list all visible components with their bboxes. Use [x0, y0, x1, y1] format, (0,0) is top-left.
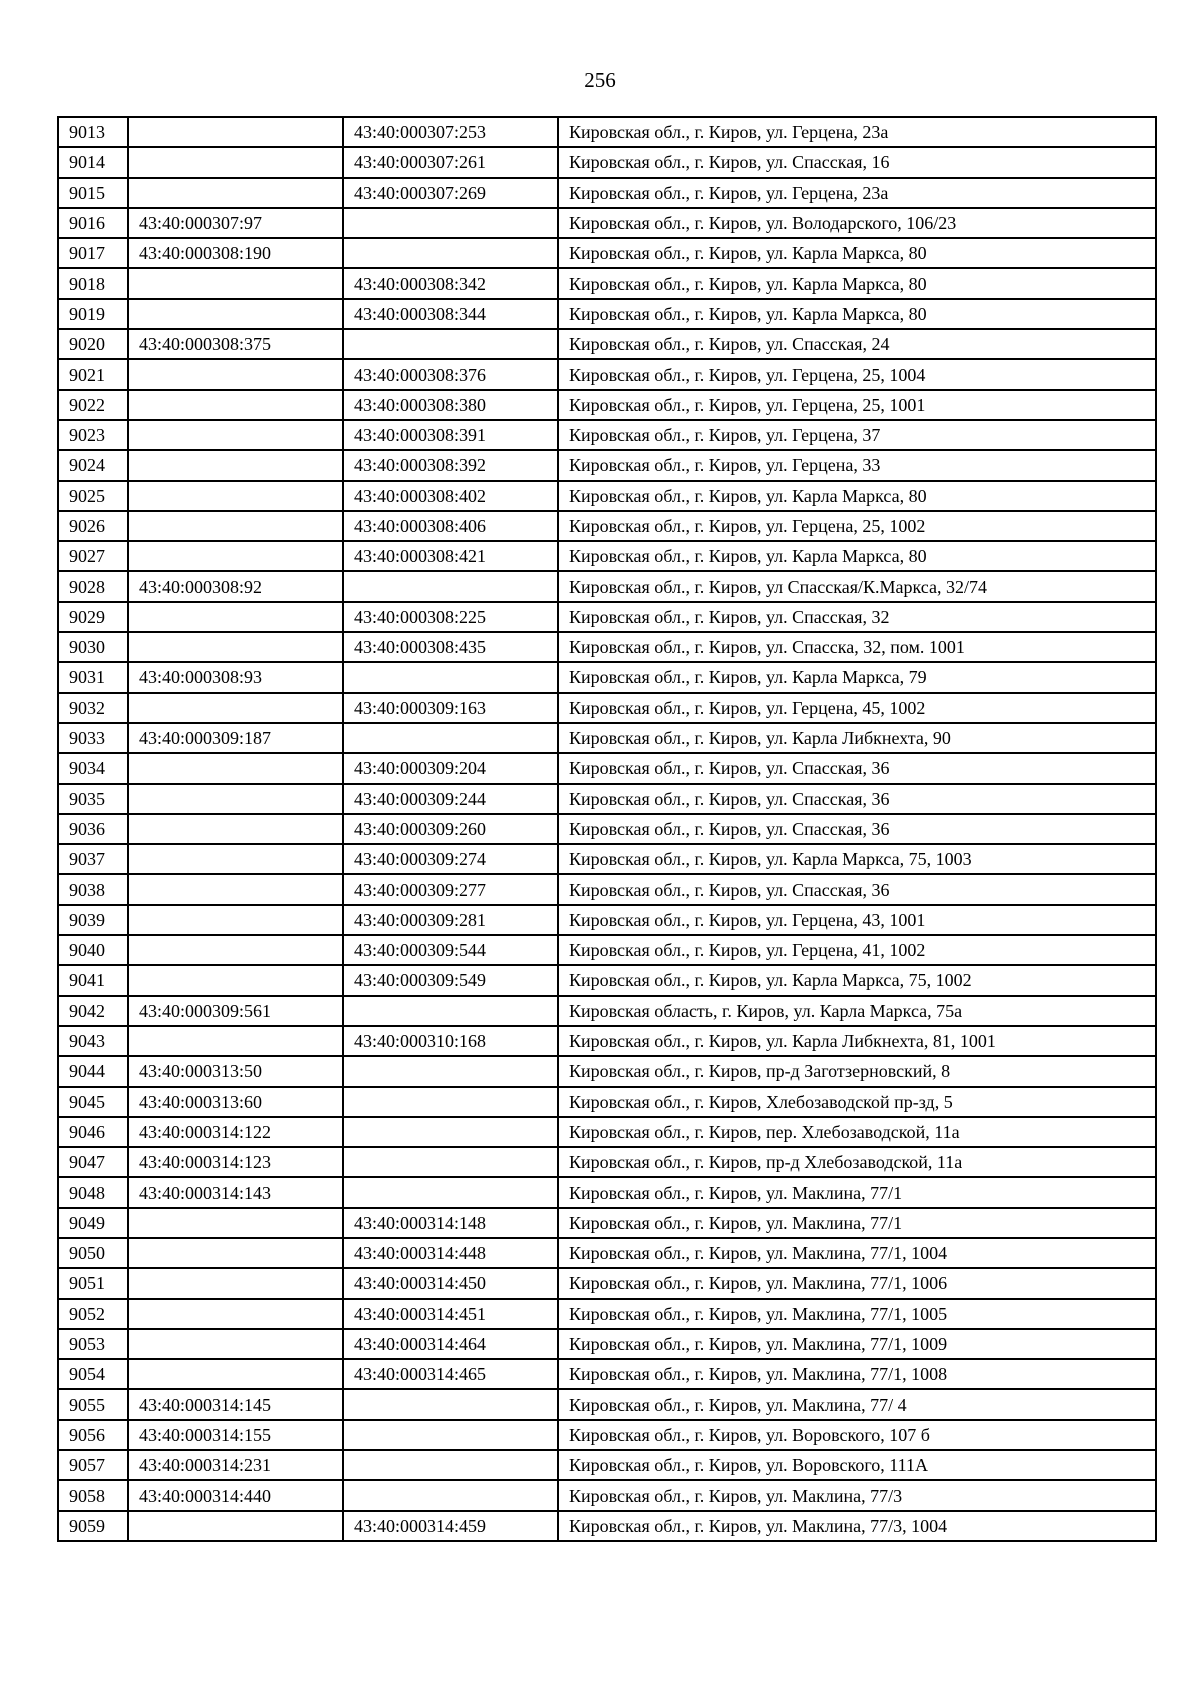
address-cell: Кировская обл., г. Киров, ул. Спасская, 32 [558, 602, 1156, 632]
land-cadastral-number-cell [128, 390, 343, 420]
object-cadastral-number-cell: 43:40:000308:421 [343, 541, 558, 571]
object-cadastral-number-cell: 43:40:000310:168 [343, 1026, 558, 1056]
land-cadastral-number-cell [128, 1359, 343, 1389]
row-number-cell: 9031 [58, 662, 128, 692]
table-row [58, 450, 1156, 480]
address-cell: Кировская обл., г. Киров, ул. Герцена, 25, 1001 [558, 390, 1156, 420]
object-cadastral-number-cell: 43:40:000314:464 [343, 1329, 558, 1359]
row-number-cell: 9029 [58, 602, 128, 632]
object-cadastral-number-cell: 43:40:000309:244 [343, 784, 558, 814]
address-cell: Кировская обл., г. Киров, ул. Маклина, 77/1 [558, 1208, 1156, 1238]
land-cadastral-number-cell [128, 632, 343, 662]
object-cadastral-number-cell: 43:40:000314:451 [343, 1299, 558, 1329]
land-cadastral-number-cell [128, 147, 343, 177]
address-cell: Кировская обл., г. Киров, ул. Маклина, 77/3 [558, 1480, 1156, 1510]
address-cell: Кировская обл., г. Киров, ул. Карла Маркса, 75, 1003 [558, 844, 1156, 874]
address-cell: Кировская обл., г. Киров, ул. Карла Маркса, 80 [558, 541, 1156, 571]
land-cadastral-number-cell: 43:40:000314:155 [128, 1420, 343, 1450]
table-row [58, 359, 1156, 389]
address-cell: Кировская обл., г. Киров, ул. Карла Маркса, 80 [558, 299, 1156, 329]
land-cadastral-number-cell [128, 450, 343, 480]
object-cadastral-number-cell [343, 238, 558, 268]
table-row [58, 965, 1156, 995]
address-cell: Кировская обл., г. Киров, пр-д Хлебозаводской, 11а [558, 1147, 1156, 1177]
row-number-cell: 9022 [58, 390, 128, 420]
land-cadastral-number-cell: 43:40:000308:375 [128, 329, 343, 359]
table-row [58, 571, 1156, 601]
object-cadastral-number-cell [343, 1117, 558, 1147]
land-cadastral-number-cell: 43:40:000314:143 [128, 1177, 343, 1207]
address-cell: Кировская обл., г. Киров, ул. Карла Маркса, 80 [558, 481, 1156, 511]
row-number-cell: 9036 [58, 814, 128, 844]
row-number-cell: 9030 [58, 632, 128, 662]
address-cell: Кировская обл., г. Киров, ул. Маклина, 77/1, 1005 [558, 1299, 1156, 1329]
table-row [58, 511, 1156, 541]
address-cell: Кировская обл., г. Киров, ул. Володарского, 106/23 [558, 208, 1156, 238]
row-number-cell: 9048 [58, 1177, 128, 1207]
table-row [58, 1056, 1156, 1086]
land-cadastral-number-cell [128, 268, 343, 298]
row-number-cell: 9035 [58, 784, 128, 814]
land-cadastral-number-cell [128, 420, 343, 450]
address-cell: Кировская обл., г. Киров, ул. Спасская, 36 [558, 784, 1156, 814]
address-cell: Кировская обл., г. Киров, ул. Воровского, 111А [558, 1450, 1156, 1480]
address-cell: Кировская обл., г. Киров, ул. Воровского, 107 б [558, 1420, 1156, 1450]
row-number-cell: 9037 [58, 844, 128, 874]
table-row [58, 268, 1156, 298]
address-cell: Кировская обл., г. Киров, ул. Герцена, 25, 1002 [558, 511, 1156, 541]
table-row [58, 1177, 1156, 1207]
table-row [58, 1238, 1156, 1268]
table-row [58, 935, 1156, 965]
address-cell: Кировская обл., г. Киров, ул. Герцена, 41, 1002 [558, 935, 1156, 965]
row-number-cell: 9049 [58, 1208, 128, 1238]
table-row [58, 844, 1156, 874]
object-cadastral-number-cell: 43:40:000309:281 [343, 905, 558, 935]
object-cadastral-number-cell: 43:40:000314:148 [343, 1208, 558, 1238]
object-cadastral-number-cell: 43:40:000309:274 [343, 844, 558, 874]
address-cell: Кировская обл., г. Киров, ул. Герцена, 33 [558, 450, 1156, 480]
table-row [58, 1420, 1156, 1450]
table-row [58, 1087, 1156, 1117]
land-cadastral-number-cell: 43:40:000308:92 [128, 571, 343, 601]
table-row [58, 329, 1156, 359]
row-number-cell: 9039 [58, 905, 128, 935]
table-row [58, 420, 1156, 450]
object-cadastral-number-cell: 43:40:000308:392 [343, 450, 558, 480]
row-number-cell: 9017 [58, 238, 128, 268]
address-cell: Кировская обл., г. Киров, ул. Маклина, 77/1, 1006 [558, 1268, 1156, 1298]
row-number-cell: 9014 [58, 147, 128, 177]
table-row [58, 632, 1156, 662]
registry-table [57, 116, 1157, 1542]
object-cadastral-number-cell [343, 1389, 558, 1419]
table-row [58, 814, 1156, 844]
row-number-cell: 9047 [58, 1147, 128, 1177]
land-cadastral-number-cell: 43:40:000309:561 [128, 996, 343, 1026]
table-row [58, 238, 1156, 268]
row-number-cell: 9059 [58, 1511, 128, 1541]
land-cadastral-number-cell [128, 935, 343, 965]
object-cadastral-number-cell: 43:40:000309:549 [343, 965, 558, 995]
row-number-cell: 9033 [58, 723, 128, 753]
object-cadastral-number-cell [343, 329, 558, 359]
table-row [58, 1389, 1156, 1419]
table-row [58, 1268, 1156, 1298]
row-number-cell: 9050 [58, 1238, 128, 1268]
address-cell: Кировская обл., г. Киров, Хлебозаводской пр-зд, 5 [558, 1087, 1156, 1117]
table-row [58, 117, 1156, 147]
land-cadastral-number-cell [128, 359, 343, 389]
object-cadastral-number-cell [343, 1450, 558, 1480]
land-cadastral-number-cell [128, 874, 343, 904]
table-row [58, 147, 1156, 177]
row-number-cell: 9046 [58, 1117, 128, 1147]
table-row [58, 1208, 1156, 1238]
row-number-cell: 9052 [58, 1299, 128, 1329]
row-number-cell: 9023 [58, 420, 128, 450]
object-cadastral-number-cell: 43:40:000308:225 [343, 602, 558, 632]
land-cadastral-number-cell: 43:40:000313:50 [128, 1056, 343, 1086]
land-cadastral-number-cell: 43:40:000314:440 [128, 1480, 343, 1510]
table-row [58, 753, 1156, 783]
address-cell: Кировская обл., г. Киров, ул. Герцена, 37 [558, 420, 1156, 450]
land-cadastral-number-cell [128, 1329, 343, 1359]
address-cell: Кировская обл., г. Киров, ул. Карла Маркса, 75, 1002 [558, 965, 1156, 995]
table-row [58, 602, 1156, 632]
land-cadastral-number-cell [128, 844, 343, 874]
row-number-cell: 9032 [58, 693, 128, 723]
object-cadastral-number-cell: 43:40:000307:269 [343, 178, 558, 208]
table-row [58, 1480, 1156, 1510]
object-cadastral-number-cell: 43:40:000309:544 [343, 935, 558, 965]
land-cadastral-number-cell [128, 178, 343, 208]
row-number-cell: 9044 [58, 1056, 128, 1086]
address-cell: Кировская обл., г. Киров, пр-д Заготзерновский, 8 [558, 1056, 1156, 1086]
address-cell: Кировская обл., г. Киров, ул. Спасская, 36 [558, 814, 1156, 844]
address-cell: Кировская обл., г. Киров, ул. Спасская, 36 [558, 874, 1156, 904]
land-cadastral-number-cell [128, 693, 343, 723]
row-number-cell: 9051 [58, 1268, 128, 1298]
table-row [58, 1450, 1156, 1480]
object-cadastral-number-cell: 43:40:000314:450 [343, 1268, 558, 1298]
address-cell: Кировская обл., г. Киров, ул. Спасска, 32, пом. 1001 [558, 632, 1156, 662]
land-cadastral-number-cell: 43:40:000308:190 [128, 238, 343, 268]
registry-table-body [58, 117, 1156, 1541]
table-row [58, 390, 1156, 420]
address-cell: Кировская обл., г. Киров, ул. Маклина, 77/1, 1008 [558, 1359, 1156, 1389]
land-cadastral-number-cell: 43:40:000314:123 [128, 1147, 343, 1177]
row-number-cell: 9040 [58, 935, 128, 965]
object-cadastral-number-cell: 43:40:000314:448 [343, 1238, 558, 1268]
object-cadastral-number-cell: 43:40:000309:277 [343, 874, 558, 904]
object-cadastral-number-cell: 43:40:000314:459 [343, 1511, 558, 1541]
table-row [58, 1026, 1156, 1056]
address-cell: Кировская обл., г. Киров, ул. Маклина, 77/1, 1009 [558, 1329, 1156, 1359]
row-number-cell: 9026 [58, 511, 128, 541]
table-row [58, 541, 1156, 571]
land-cadastral-number-cell [128, 905, 343, 935]
table-row [58, 178, 1156, 208]
address-cell: Кировская обл., г. Киров, ул. Спасская, 16 [558, 147, 1156, 177]
object-cadastral-number-cell [343, 1420, 558, 1450]
object-cadastral-number-cell [343, 1480, 558, 1510]
address-cell: Кировская обл., г. Киров, ул. Карла Маркса, 79 [558, 662, 1156, 692]
object-cadastral-number-cell [343, 996, 558, 1026]
table-row [58, 784, 1156, 814]
object-cadastral-number-cell: 43:40:000314:465 [343, 1359, 558, 1389]
row-number-cell: 9034 [58, 753, 128, 783]
table-row [58, 662, 1156, 692]
land-cadastral-number-cell [128, 1511, 343, 1541]
object-cadastral-number-cell [343, 1087, 558, 1117]
land-cadastral-number-cell: 43:40:000308:93 [128, 662, 343, 692]
table-row [58, 723, 1156, 753]
row-number-cell: 9041 [58, 965, 128, 995]
land-cadastral-number-cell [128, 1299, 343, 1329]
table-row [58, 996, 1156, 1026]
address-cell: Кировская обл., г. Киров, ул. Спасская, 24 [558, 329, 1156, 359]
table-row [58, 1299, 1156, 1329]
address-cell: Кировская обл., г. Киров, ул. Герцена, 23а [558, 117, 1156, 147]
address-cell: Кировская обл., г. Киров, ул. Карла Маркса, 80 [558, 238, 1156, 268]
object-cadastral-number-cell: 43:40:000308:402 [343, 481, 558, 511]
address-cell: Кировская обл., г. Киров, ул. Карла Либкнехта, 81, 1001 [558, 1026, 1156, 1056]
row-number-cell: 9015 [58, 178, 128, 208]
address-cell: Кировская обл., г. Киров, ул. Герцена, 25, 1004 [558, 359, 1156, 389]
address-cell: Кировская обл., г. Киров, ул. Герцена, 23а [558, 178, 1156, 208]
table-row [58, 1147, 1156, 1177]
row-number-cell: 9018 [58, 268, 128, 298]
land-cadastral-number-cell: 43:40:000307:97 [128, 208, 343, 238]
row-number-cell: 9013 [58, 117, 128, 147]
row-number-cell: 9042 [58, 996, 128, 1026]
object-cadastral-number-cell [343, 1056, 558, 1086]
object-cadastral-number-cell: 43:40:000307:253 [343, 117, 558, 147]
object-cadastral-number-cell: 43:40:000307:261 [343, 147, 558, 177]
address-cell: Кировская обл., г. Киров, ул. Маклина, 77/1, 1004 [558, 1238, 1156, 1268]
table-row [58, 693, 1156, 723]
row-number-cell: 9028 [58, 571, 128, 601]
row-number-cell: 9020 [58, 329, 128, 359]
table-row [58, 208, 1156, 238]
address-cell: Кировская обл., г. Киров, ул. Маклина, 77/1 [558, 1177, 1156, 1207]
address-cell: Кировская обл., г. Киров, ул. Маклина, 77/3, 1004 [558, 1511, 1156, 1541]
row-number-cell: 9019 [58, 299, 128, 329]
address-cell: Кировская обл., г. Киров, ул. Спасская, 36 [558, 753, 1156, 783]
land-cadastral-number-cell [128, 117, 343, 147]
table-row [58, 1511, 1156, 1541]
address-cell: Кировская обл., г. Киров, ул. Маклина, 77/ 4 [558, 1389, 1156, 1419]
row-number-cell: 9055 [58, 1389, 128, 1419]
row-number-cell: 9058 [58, 1480, 128, 1510]
land-cadastral-number-cell [128, 814, 343, 844]
row-number-cell: 9043 [58, 1026, 128, 1056]
table-row [58, 299, 1156, 329]
land-cadastral-number-cell [128, 753, 343, 783]
object-cadastral-number-cell: 43:40:000308:406 [343, 511, 558, 541]
row-number-cell: 9021 [58, 359, 128, 389]
page-number: 256 [584, 68, 616, 92]
table-row [58, 481, 1156, 511]
address-cell: Кировская обл., г. Киров, ул Спасская/К.Маркса, 32/74 [558, 571, 1156, 601]
object-cadastral-number-cell: 43:40:000308:376 [343, 359, 558, 389]
object-cadastral-number-cell [343, 1177, 558, 1207]
table-row [58, 905, 1156, 935]
land-cadastral-number-cell [128, 1268, 343, 1298]
row-number-cell: 9053 [58, 1329, 128, 1359]
table-row [58, 1329, 1156, 1359]
row-number-cell: 9054 [58, 1359, 128, 1389]
land-cadastral-number-cell [128, 481, 343, 511]
land-cadastral-number-cell [128, 965, 343, 995]
row-number-cell: 9025 [58, 481, 128, 511]
object-cadastral-number-cell: 43:40:000309:204 [343, 753, 558, 783]
address-cell: Кировская обл., г. Киров, ул. Герцена, 43, 1001 [558, 905, 1156, 935]
land-cadastral-number-cell: 43:40:000314:231 [128, 1450, 343, 1480]
land-cadastral-number-cell [128, 1238, 343, 1268]
object-cadastral-number-cell [343, 723, 558, 753]
object-cadastral-number-cell: 43:40:000308:342 [343, 268, 558, 298]
address-cell: Кировская обл., г. Киров, ул. Карла Либкнехта, 90 [558, 723, 1156, 753]
land-cadastral-number-cell: 43:40:000314:145 [128, 1389, 343, 1419]
table-row [58, 1117, 1156, 1147]
address-cell: Кировская обл., г. Киров, пер. Хлебозаводской, 11а [558, 1117, 1156, 1147]
land-cadastral-number-cell [128, 511, 343, 541]
object-cadastral-number-cell: 43:40:000309:260 [343, 814, 558, 844]
object-cadastral-number-cell [343, 571, 558, 601]
object-cadastral-number-cell: 43:40:000308:380 [343, 390, 558, 420]
row-number-cell: 9057 [58, 1450, 128, 1480]
row-number-cell: 9027 [58, 541, 128, 571]
row-number-cell: 9038 [58, 874, 128, 904]
object-cadastral-number-cell: 43:40:000309:163 [343, 693, 558, 723]
land-cadastral-number-cell: 43:40:000314:122 [128, 1117, 343, 1147]
row-number-cell: 9056 [58, 1420, 128, 1450]
object-cadastral-number-cell: 43:40:000308:435 [343, 632, 558, 662]
land-cadastral-number-cell [128, 1208, 343, 1238]
land-cadastral-number-cell: 43:40:000313:60 [128, 1087, 343, 1117]
object-cadastral-number-cell: 43:40:000308:391 [343, 420, 558, 450]
land-cadastral-number-cell [128, 1026, 343, 1056]
land-cadastral-number-cell [128, 784, 343, 814]
object-cadastral-number-cell [343, 1147, 558, 1177]
land-cadastral-number-cell [128, 299, 343, 329]
row-number-cell: 9045 [58, 1087, 128, 1117]
row-number-cell: 9024 [58, 450, 128, 480]
address-cell: Кировская обл., г. Киров, ул. Герцена, 45, 1002 [558, 693, 1156, 723]
land-cadastral-number-cell [128, 602, 343, 632]
row-number-cell: 9016 [58, 208, 128, 238]
object-cadastral-number-cell [343, 208, 558, 238]
table-row [58, 874, 1156, 904]
address-cell: Кировская обл., г. Киров, ул. Карла Маркса, 80 [558, 268, 1156, 298]
address-cell: Кировская область, г. Киров, ул. Карла Маркса, 75а [558, 996, 1156, 1026]
object-cadastral-number-cell: 43:40:000308:344 [343, 299, 558, 329]
land-cadastral-number-cell: 43:40:000309:187 [128, 723, 343, 753]
table-row [58, 1359, 1156, 1389]
land-cadastral-number-cell [128, 541, 343, 571]
object-cadastral-number-cell [343, 662, 558, 692]
